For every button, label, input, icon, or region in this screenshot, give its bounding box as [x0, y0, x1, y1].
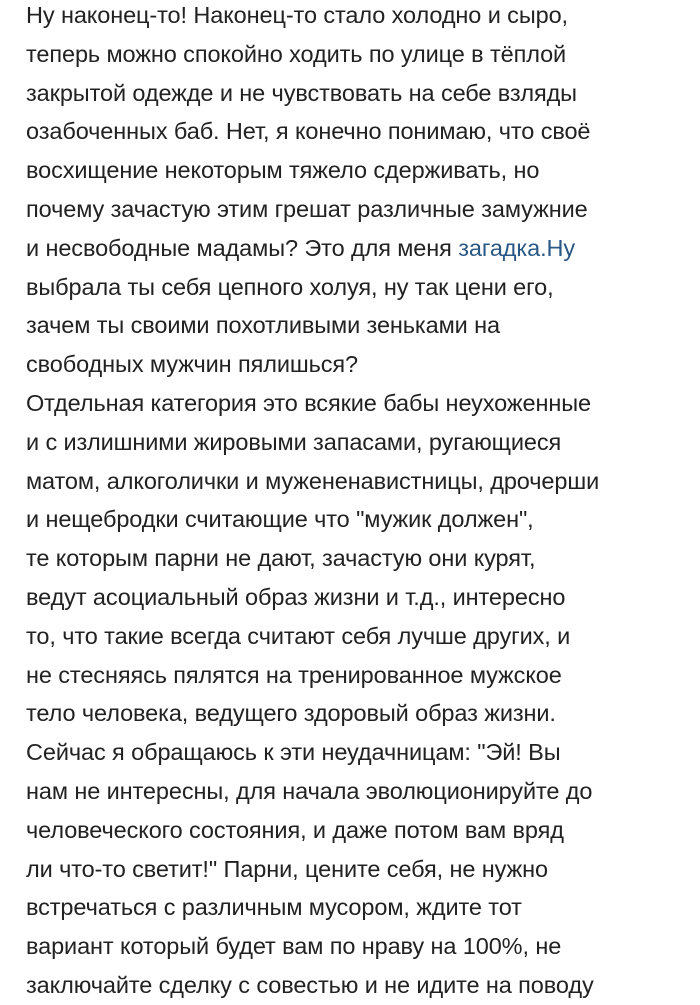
- text-line: и с излишними жировыми запасами, ругающиеся: [26, 428, 562, 455]
- post-text: [26, 0, 698, 1005]
- text-line: закрытой одежде и не чувствовать на себе взляды: [26, 79, 577, 106]
- text-line: вариант который будет вам по нраву на 100%, не: [26, 933, 562, 960]
- text-line: тело человека, ведущего здоровый образ жизни.: [26, 700, 556, 727]
- text-line: почему зачастую этим грешат различные замужние: [26, 195, 588, 222]
- text-line: нам не интересны, для начала эволюционируйте до: [26, 777, 593, 804]
- text-line: восхищение некоторым тяжело сдерживать, но: [26, 157, 540, 184]
- hashtag-link[interactable]: загадка.Ну: [458, 234, 576, 261]
- text-line: заключайте сделку с совестью и не идите на поводу: [26, 971, 594, 998]
- text-line: Отдельная категория это всякие бабы неухоженные: [26, 389, 591, 416]
- text-line: ведут асоциальный образ жизни и т.д., интересно: [26, 583, 566, 610]
- text-line: теперь можно спокойно ходить по улице в тёплой: [26, 40, 567, 67]
- text-line: Ну наконец-то! Наконец-то стало холодно и сыро,: [26, 2, 568, 28]
- text-line: не стесняясь пялятся на тренированное мужское: [26, 661, 562, 688]
- text-line: выбрала ты себя цепного холуя, ну так цени его,: [26, 273, 554, 300]
- text-line: свободных мужчин пялишься?: [26, 351, 359, 378]
- text-line: матом, алкоголички и мужененавистницы, дрочерши: [26, 467, 600, 494]
- text-segment: и несвободные мадамы? Это для меня: [26, 234, 459, 261]
- text-line: человеческого состояния, и даже потом вам вряд: [26, 816, 564, 843]
- text-line: озабоченных баб. Нет, я конечно понимаю, что своё: [26, 118, 591, 145]
- text-line: [26, 229, 698, 268]
- text-line: те которым парни не дают, зачастую они курят,: [26, 545, 536, 572]
- text-line: встречаться с различным мусором, ждите тот: [26, 894, 522, 921]
- text-line: Сейчас я обращаюсь к эти неудачницам: "Эй! Вы: [26, 739, 561, 766]
- text-line: и нещебродки считающие что "мужик должен",: [26, 506, 534, 533]
- text-line: то, что такие всегда считают себя лучше других, и: [26, 622, 571, 649]
- text-line: зачем ты своими похотливыми зеньками на: [26, 312, 500, 339]
- text-line: ли что-то светит!" Парни, цените себя, не нужно: [26, 855, 548, 882]
